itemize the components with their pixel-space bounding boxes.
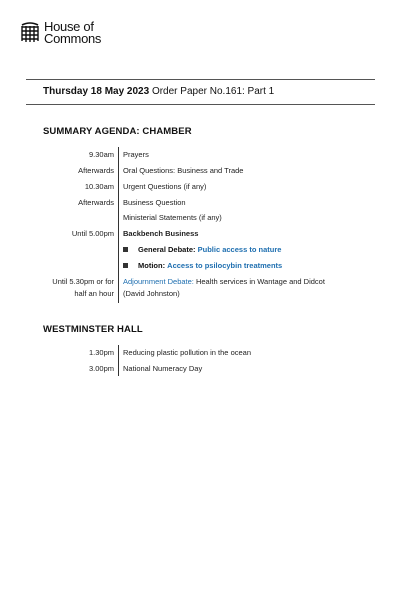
westminster-hall-agenda — [26, 345, 375, 377]
chamber-agenda — [26, 147, 375, 304]
agenda-row — [26, 181, 375, 193]
agenda-row — [26, 363, 375, 375]
oral-questions-link[interactable]: Oral Questions: Business and Trade — [123, 166, 244, 175]
agenda-time: Until 5.00pm — [71, 229, 114, 238]
agenda-item: (David Johnston) — [123, 289, 180, 298]
agenda-row — [26, 165, 375, 177]
order-paper-header — [43, 86, 274, 97]
adjournment-debate-link[interactable]: Adjournment Debate: — [123, 277, 194, 286]
agenda-item — [138, 260, 282, 272]
square-bullet-icon — [123, 263, 128, 268]
agenda-time: 1.30pm — [88, 348, 114, 357]
header-rule-bottom — [26, 104, 375, 105]
house-of-commons-logo — [20, 21, 101, 45]
westminster-hall-section-title: WESTMINSTER HALL — [43, 324, 143, 335]
agenda-row — [26, 347, 375, 359]
agenda-time: Afterwards — [78, 166, 114, 175]
order-paper-date: Thursday 18 May 2023 — [43, 86, 150, 97]
square-bullet-icon — [123, 247, 128, 252]
agenda-row — [26, 197, 375, 209]
logo-line-2: Commons — [44, 31, 102, 46]
general-debate-label: General Debate: — [138, 245, 196, 254]
agenda-row — [26, 260, 375, 272]
chamber-section-title: SUMMARY AGENDA: CHAMBER — [43, 126, 192, 137]
agenda-row — [26, 212, 375, 224]
agenda-item: National Numeracy Day — [123, 364, 203, 373]
business-question-link[interactable]: Business Question — [123, 198, 186, 207]
agenda-row — [26, 276, 375, 288]
agenda-time: Afterwards — [78, 198, 114, 207]
agenda-item: Prayers — [123, 150, 149, 159]
logo-wordmark — [44, 21, 101, 45]
ministerial-statements-link[interactable]: Ministerial Statements (if any) — [123, 213, 222, 222]
adjournment-debate-topic: Health services in Wantage and Didcot — [193, 277, 325, 286]
agenda-item: Reducing plastic pollution in the ocean — [123, 348, 252, 357]
agenda-row — [26, 288, 375, 300]
motion-label: Motion: — [138, 261, 166, 270]
agenda-time: Until 5.30pm or for — [52, 277, 114, 286]
agenda-row — [26, 228, 375, 240]
portcullis-icon — [20, 21, 40, 43]
public-access-to-nature-link[interactable]: Public access to nature — [197, 245, 282, 254]
agenda-row — [26, 149, 375, 161]
order-paper-number: Order Paper No.161: Part 1 — [149, 86, 275, 97]
urgent-questions-link[interactable]: Urgent Questions (if any) — [123, 182, 207, 191]
agenda-time: 9.30am — [88, 150, 114, 159]
agenda-item — [123, 276, 325, 288]
logo-line-1: House of — [44, 19, 94, 34]
agenda-time: 3.00pm — [88, 364, 114, 373]
agenda-item — [138, 244, 281, 256]
backbench-business-heading: Backbench Business — [123, 229, 199, 238]
agenda-time: 10.30am — [84, 182, 114, 191]
header-rule-top — [26, 79, 375, 80]
agenda-time: half an hour — [74, 289, 114, 298]
agenda-row — [26, 244, 375, 256]
psilocybin-treatments-link[interactable]: Access to psilocybin treatments — [167, 261, 283, 270]
